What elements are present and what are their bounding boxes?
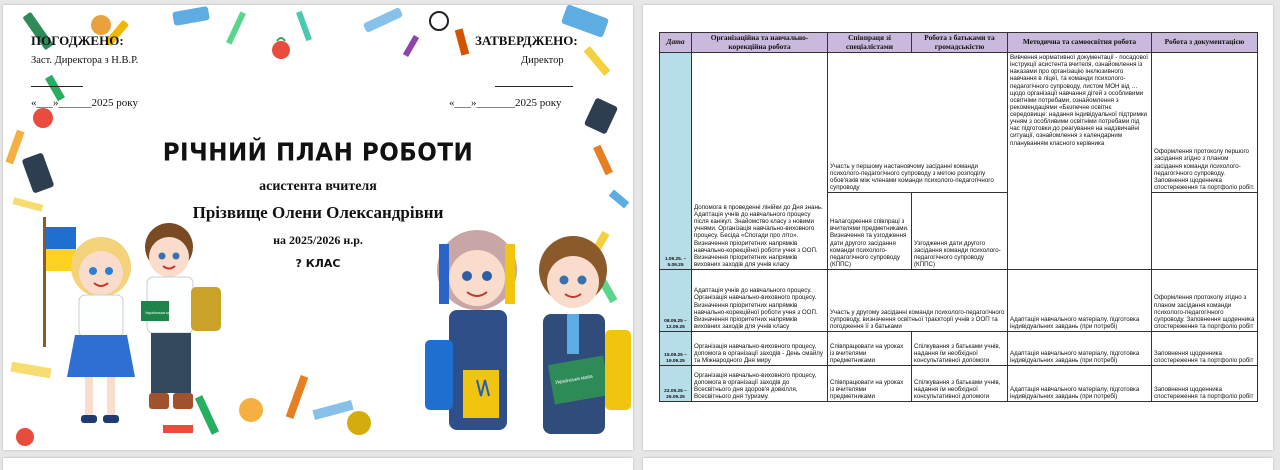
- class-label: ? КЛАС: [295, 257, 341, 270]
- header-parents: Робота з батьками та громадськістю: [912, 33, 1008, 53]
- row-coop: Участь у першому настановчому засіданні команди психолого-педагогічного супроводу з метою розподілу обов'язків між членами команди психолого-педагогічного супроводу: [828, 53, 1008, 193]
- header-date: Дата: [660, 33, 692, 53]
- approved-signature-line: [495, 75, 573, 87]
- agreed-position: Заст. Директора з Н.В.Р.: [31, 55, 139, 66]
- academic-year: на 2025/2026 н.р.: [273, 233, 363, 247]
- row-date: 08.09.25 – 12.09.25: [660, 270, 692, 332]
- header-docs: Робота з документацією: [1152, 33, 1258, 53]
- header-method: Методична та самоосвітня робота: [1008, 33, 1152, 53]
- row-docs: Оформлення протоколу першого засідання згідно з планом засідання команди психолого-педагогічного супроводу. Заповнення щоденника спостереження та портфоліо робіт.: [1152, 53, 1258, 193]
- book-label-right: Українська мова: [554, 373, 594, 387]
- row-coop: Участь у другому засіданні команди психолого-педагогічного супроводу, визначення освітньої траєкторії учнів з ООП та погодження її з батьками: [828, 270, 1008, 332]
- agreed-signature-line: [31, 75, 83, 87]
- children-illustration-right: [405, 220, 633, 450]
- next-page-left: [3, 458, 633, 470]
- row-parents: Спілкування з батьками учнів, надання їм необхідної консультативної допомоги: [912, 332, 1008, 366]
- book-label-left: Українська мова: [145, 310, 176, 315]
- row-method: Адаптація навчального матеріалу, підготовка індивідуальних завдань (при потребі): [1008, 366, 1152, 402]
- row-org: Організація навчально-виховного процесу, допомога в організації заходів - День смайлу та Міжнародного Дня миру: [692, 332, 828, 366]
- table-row: [660, 332, 1258, 366]
- plan-subtitle: асистента вчителя: [259, 179, 377, 194]
- row-docs-empty: [1152, 193, 1258, 270]
- row-method: Вивчення нормативної документації - посадової інструкції асистента вчителя, ознайомлення із наказами про організацію інклюзивного навчання в ліцеї, та команди психолого-педагогічного супроводу, листом МОН від … щодо організації навчання дітей з особливими освітніми потребами, ознайомлення з рекомендаціями «Безпечне освітнє середовище: надання індивідуальної підтримки учням з особливими освітніми потребами під час підготовки до реагування на надзвичайні ситуації, ознайомлення з календарним плануванням класного керівника: [1008, 53, 1152, 270]
- row-org: Організація навчально-виховного процесу, допомога в організації заходів до Всесвітнього дня здоров'я довкілля, Всесвітнього дня туризму.: [692, 366, 828, 402]
- plan-title: РІЧНИЙ ПЛАН РОБОТИ: [162, 138, 474, 168]
- row-parents: Спілкування з батьками учнів, надання їм необхідної консультативної допомоги: [912, 366, 1008, 402]
- approved-heading: ЗАТВЕРДЖЕНО:: [475, 33, 578, 48]
- cover-page: [3, 5, 633, 450]
- row-date: 22.09.25 – 26.09.25: [660, 366, 692, 402]
- teacher-name: Прізвище Олени Олександрівни: [192, 203, 444, 222]
- row-date: 15.09.25 – 19.09.25: [660, 332, 692, 366]
- row-coop: Співпрацювати на уроках із вчителями предметниками: [828, 366, 912, 402]
- next-page-right: [643, 458, 1273, 470]
- table-row: [660, 270, 1258, 332]
- plan-table-page: [643, 5, 1273, 450]
- row-coop: Співпрацювати на уроках із вчителями предметниками: [828, 332, 912, 366]
- row-date: 1.09.25. – 5.09.25: [660, 53, 692, 270]
- row-method: Адаптація навчального матеріалу, підготовка індивідуальних завдань (при потребі): [1008, 270, 1152, 332]
- table-row: [660, 53, 1258, 193]
- row-method: Адаптація навчального матеріалу, підготовка індивідуальних завдань (при потребі): [1008, 332, 1152, 366]
- approved-position: Директор: [521, 55, 564, 66]
- table-row: [660, 366, 1258, 402]
- row-coop: Налагодження співпраці з вчителями предметниками. Визначення та узгодження дати другого засідання команди психолого-педагогічного супроводу (КППС): [828, 193, 912, 270]
- approved-date: «___»_______2025 року: [449, 97, 562, 109]
- header-coop: Співпраця зі спеціалістами: [828, 33, 912, 53]
- row-org: Допомога в проведенні лінійки до Дня знань. Адаптація учнів до навчального процесу після канікул. Знайомство класу з новими учнями. Організація навчально-виховного процесу. Бесіда «Спогади про літо». Визначення пріоритетних напрямків навчально-корекційної роботи учня з ООП. Визначення пріоритетних напрямків виховних заходів для учнів класу: [692, 53, 828, 270]
- row-org: Адаптація учнів до навчального процесу. Організація навчально-виховного процесу. Визначення пріоритетних напрямків навчально-корекційної роботи учня з ООП. Визначення пріоритетних напрямків виховних заходів для учнів класу: [692, 270, 828, 332]
- children-illustration-left: [31, 217, 231, 442]
- row-docs: Заповнення щоденника спостереження та портфоліо робіт: [1152, 366, 1258, 402]
- row-docs: Заповнення щоденника спостереження та портфоліо робіт: [1152, 332, 1258, 366]
- agreed-date: «___»______2025 року: [31, 97, 138, 109]
- row-parents: Узгодження дати другого засідання команди психолого-педагогічного супроводу (КППС): [912, 193, 1008, 270]
- plan-table: [659, 32, 1258, 402]
- agreed-heading: ПОГОДЖЕНО:: [31, 33, 124, 48]
- row-docs: Оформлення протоколу згідно з планом засідання команди психолого-педагогічного супроводу. Заповнення щоденника спостереження та портфоліо робіт: [1152, 270, 1258, 332]
- header-org: Організаційна та навчально-корекційна робота: [692, 33, 828, 53]
- table-header-row: [660, 33, 1258, 53]
